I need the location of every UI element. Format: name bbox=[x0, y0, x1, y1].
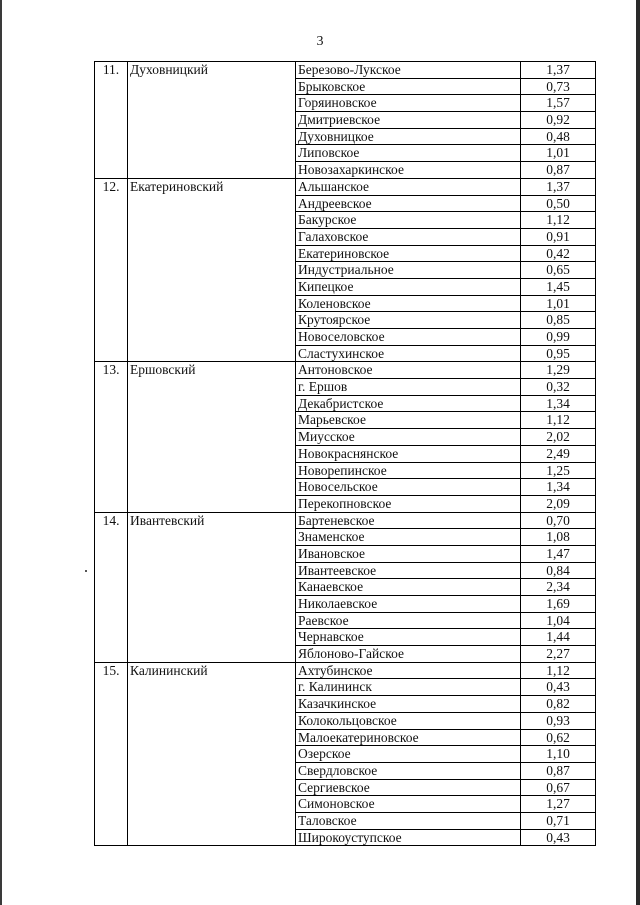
district-number: 12. bbox=[95, 178, 128, 362]
table-row bbox=[95, 62, 596, 79]
settlement-name: Екатериновское bbox=[296, 245, 521, 262]
settlement-name: Яблоново-Гайское bbox=[296, 646, 521, 663]
settlement-name: Духовницкое bbox=[296, 128, 521, 145]
settlement-name: Новокраснянское bbox=[296, 445, 521, 462]
coefficient-value: 0,93 bbox=[521, 712, 596, 729]
settlement-name: Казачкинское bbox=[296, 696, 521, 713]
settlement-name: Кипецкое bbox=[296, 278, 521, 295]
settlement-name: Андреевское bbox=[296, 195, 521, 212]
coefficient-value: 1,45 bbox=[521, 278, 596, 295]
coefficient-value: 0,87 bbox=[521, 162, 596, 179]
settlement-name: Широкоуступское bbox=[296, 829, 521, 846]
coefficient-value: 0,82 bbox=[521, 696, 596, 713]
settlement-name: Миусское bbox=[296, 429, 521, 446]
coefficient-value: 2,02 bbox=[521, 429, 596, 446]
settlement-name: Николаевское bbox=[296, 596, 521, 613]
district-number: 13. bbox=[95, 362, 128, 512]
settlement-name: Антоновское bbox=[296, 362, 521, 379]
coefficient-value: 1,34 bbox=[521, 395, 596, 412]
coefficient-value: 1,04 bbox=[521, 612, 596, 629]
settlement-name: Ахтубинское bbox=[296, 662, 521, 679]
coefficient-value: 1,37 bbox=[521, 62, 596, 79]
table-row bbox=[95, 362, 596, 379]
page-number: 3 bbox=[316, 34, 324, 49]
coefficient-value: 0,99 bbox=[521, 329, 596, 346]
coefficient-value: 0,65 bbox=[521, 262, 596, 279]
coefficient-value: 0,32 bbox=[521, 379, 596, 396]
coefficient-value: 1,25 bbox=[521, 462, 596, 479]
settlement-name: Новозахаркинское bbox=[296, 162, 521, 179]
coefficient-value: 0,84 bbox=[521, 562, 596, 579]
coefficient-value: 2,49 bbox=[521, 445, 596, 462]
coefficient-value: 0,85 bbox=[521, 312, 596, 329]
coefficient-value: 0,73 bbox=[521, 78, 596, 95]
district-name: Екатериновский bbox=[128, 178, 296, 362]
settlement-name: г. Ершов bbox=[296, 379, 521, 396]
coefficient-value: 0,62 bbox=[521, 729, 596, 746]
coefficient-value: 1,08 bbox=[521, 529, 596, 546]
table-row bbox=[95, 178, 596, 195]
table-row bbox=[95, 512, 596, 529]
settlement-name: Коленовское bbox=[296, 295, 521, 312]
district-name: Калининский bbox=[128, 662, 296, 846]
settlement-name: Ивантеевское bbox=[296, 562, 521, 579]
district-name: Ивантевский bbox=[128, 512, 296, 662]
settlement-name: Марьевское bbox=[296, 412, 521, 429]
coefficient-value: 1,01 bbox=[521, 295, 596, 312]
coefficient-value: 1,29 bbox=[521, 362, 596, 379]
coefficient-value: 2,27 bbox=[521, 646, 596, 663]
district-number: 15. bbox=[95, 662, 128, 846]
settlement-name: Симоновское bbox=[296, 796, 521, 813]
settlement-name: Озерское bbox=[296, 746, 521, 763]
coefficient-value: 1,27 bbox=[521, 796, 596, 813]
coefficient-value: 1,69 bbox=[521, 596, 596, 613]
coefficient-value: 0,87 bbox=[521, 762, 596, 779]
settlement-name: Свердловское bbox=[296, 762, 521, 779]
coefficient-value: 1,12 bbox=[521, 412, 596, 429]
coefficient-value: 1,12 bbox=[521, 662, 596, 679]
coefficient-value: 0,91 bbox=[521, 228, 596, 245]
coefficient-value: 0,43 bbox=[521, 829, 596, 846]
settlement-name: Сластухинское bbox=[296, 345, 521, 362]
settlement-name: Малоекатериновское bbox=[296, 729, 521, 746]
settlement-name: Новорепинское bbox=[296, 462, 521, 479]
settlement-name: Ивановское bbox=[296, 545, 521, 562]
district-name: Ершовский bbox=[128, 362, 296, 512]
settlement-name: Чернавское bbox=[296, 629, 521, 646]
settlements-table bbox=[94, 61, 596, 846]
coefficient-value: 0,71 bbox=[521, 812, 596, 829]
settlement-name: Раевское bbox=[296, 612, 521, 629]
settlement-name: Бакурское bbox=[296, 212, 521, 229]
settlement-name: Дмитриевское bbox=[296, 112, 521, 129]
settlement-name: Канаевское bbox=[296, 579, 521, 596]
district-name: Духовницкий bbox=[128, 62, 296, 179]
coefficient-value: 1,10 bbox=[521, 746, 596, 763]
settlement-name: Перекопновское bbox=[296, 495, 521, 512]
settlement-name: Бартеневское bbox=[296, 512, 521, 529]
settlement-name: Брыковское bbox=[296, 78, 521, 95]
settlement-name: Сергиевское bbox=[296, 779, 521, 796]
scan-speck bbox=[85, 570, 87, 572]
settlement-name: Декабристское bbox=[296, 395, 521, 412]
coefficient-value: 0,67 bbox=[521, 779, 596, 796]
coefficient-value: 2,34 bbox=[521, 579, 596, 596]
settlement-name: Березово-Лукское bbox=[296, 62, 521, 79]
settlement-name: Таловское bbox=[296, 812, 521, 829]
scan-edge-right bbox=[636, 0, 640, 905]
settlement-name: Знаменское bbox=[296, 529, 521, 546]
coefficient-value: 1,34 bbox=[521, 479, 596, 496]
table-row bbox=[95, 662, 596, 679]
coefficient-value: 0,43 bbox=[521, 679, 596, 696]
settlement-name: Новосельское bbox=[296, 479, 521, 496]
coefficient-value: 1,12 bbox=[521, 212, 596, 229]
coefficient-value: 0,92 bbox=[521, 112, 596, 129]
coefficient-value: 2,09 bbox=[521, 495, 596, 512]
settlement-name: Горяиновское bbox=[296, 95, 521, 112]
settlement-name: г. Калининск bbox=[296, 679, 521, 696]
scan-edge-left bbox=[0, 0, 2, 905]
coefficient-value: 1,37 bbox=[521, 178, 596, 195]
settlement-name: Колокольцовское bbox=[296, 712, 521, 729]
coefficient-value: 0,70 bbox=[521, 512, 596, 529]
settlement-name: Новоселовское bbox=[296, 329, 521, 346]
coefficient-value: 0,48 bbox=[521, 128, 596, 145]
coefficient-value: 1,57 bbox=[521, 95, 596, 112]
district-number: 14. bbox=[95, 512, 128, 662]
settlement-name: Липовское bbox=[296, 145, 521, 162]
coefficient-value: 1,01 bbox=[521, 145, 596, 162]
coefficient-value: 1,44 bbox=[521, 629, 596, 646]
district-number: 11. bbox=[95, 62, 128, 179]
settlement-name: Альшанское bbox=[296, 178, 521, 195]
coefficient-value: 1,47 bbox=[521, 545, 596, 562]
coefficient-value: 0,95 bbox=[521, 345, 596, 362]
settlement-name: Галаховское bbox=[296, 228, 521, 245]
table-body bbox=[95, 62, 596, 846]
settlement-name: Крутоярское bbox=[296, 312, 521, 329]
coefficient-value: 0,42 bbox=[521, 245, 596, 262]
settlement-name: Индустриальное bbox=[296, 262, 521, 279]
coefficient-value: 0,50 bbox=[521, 195, 596, 212]
